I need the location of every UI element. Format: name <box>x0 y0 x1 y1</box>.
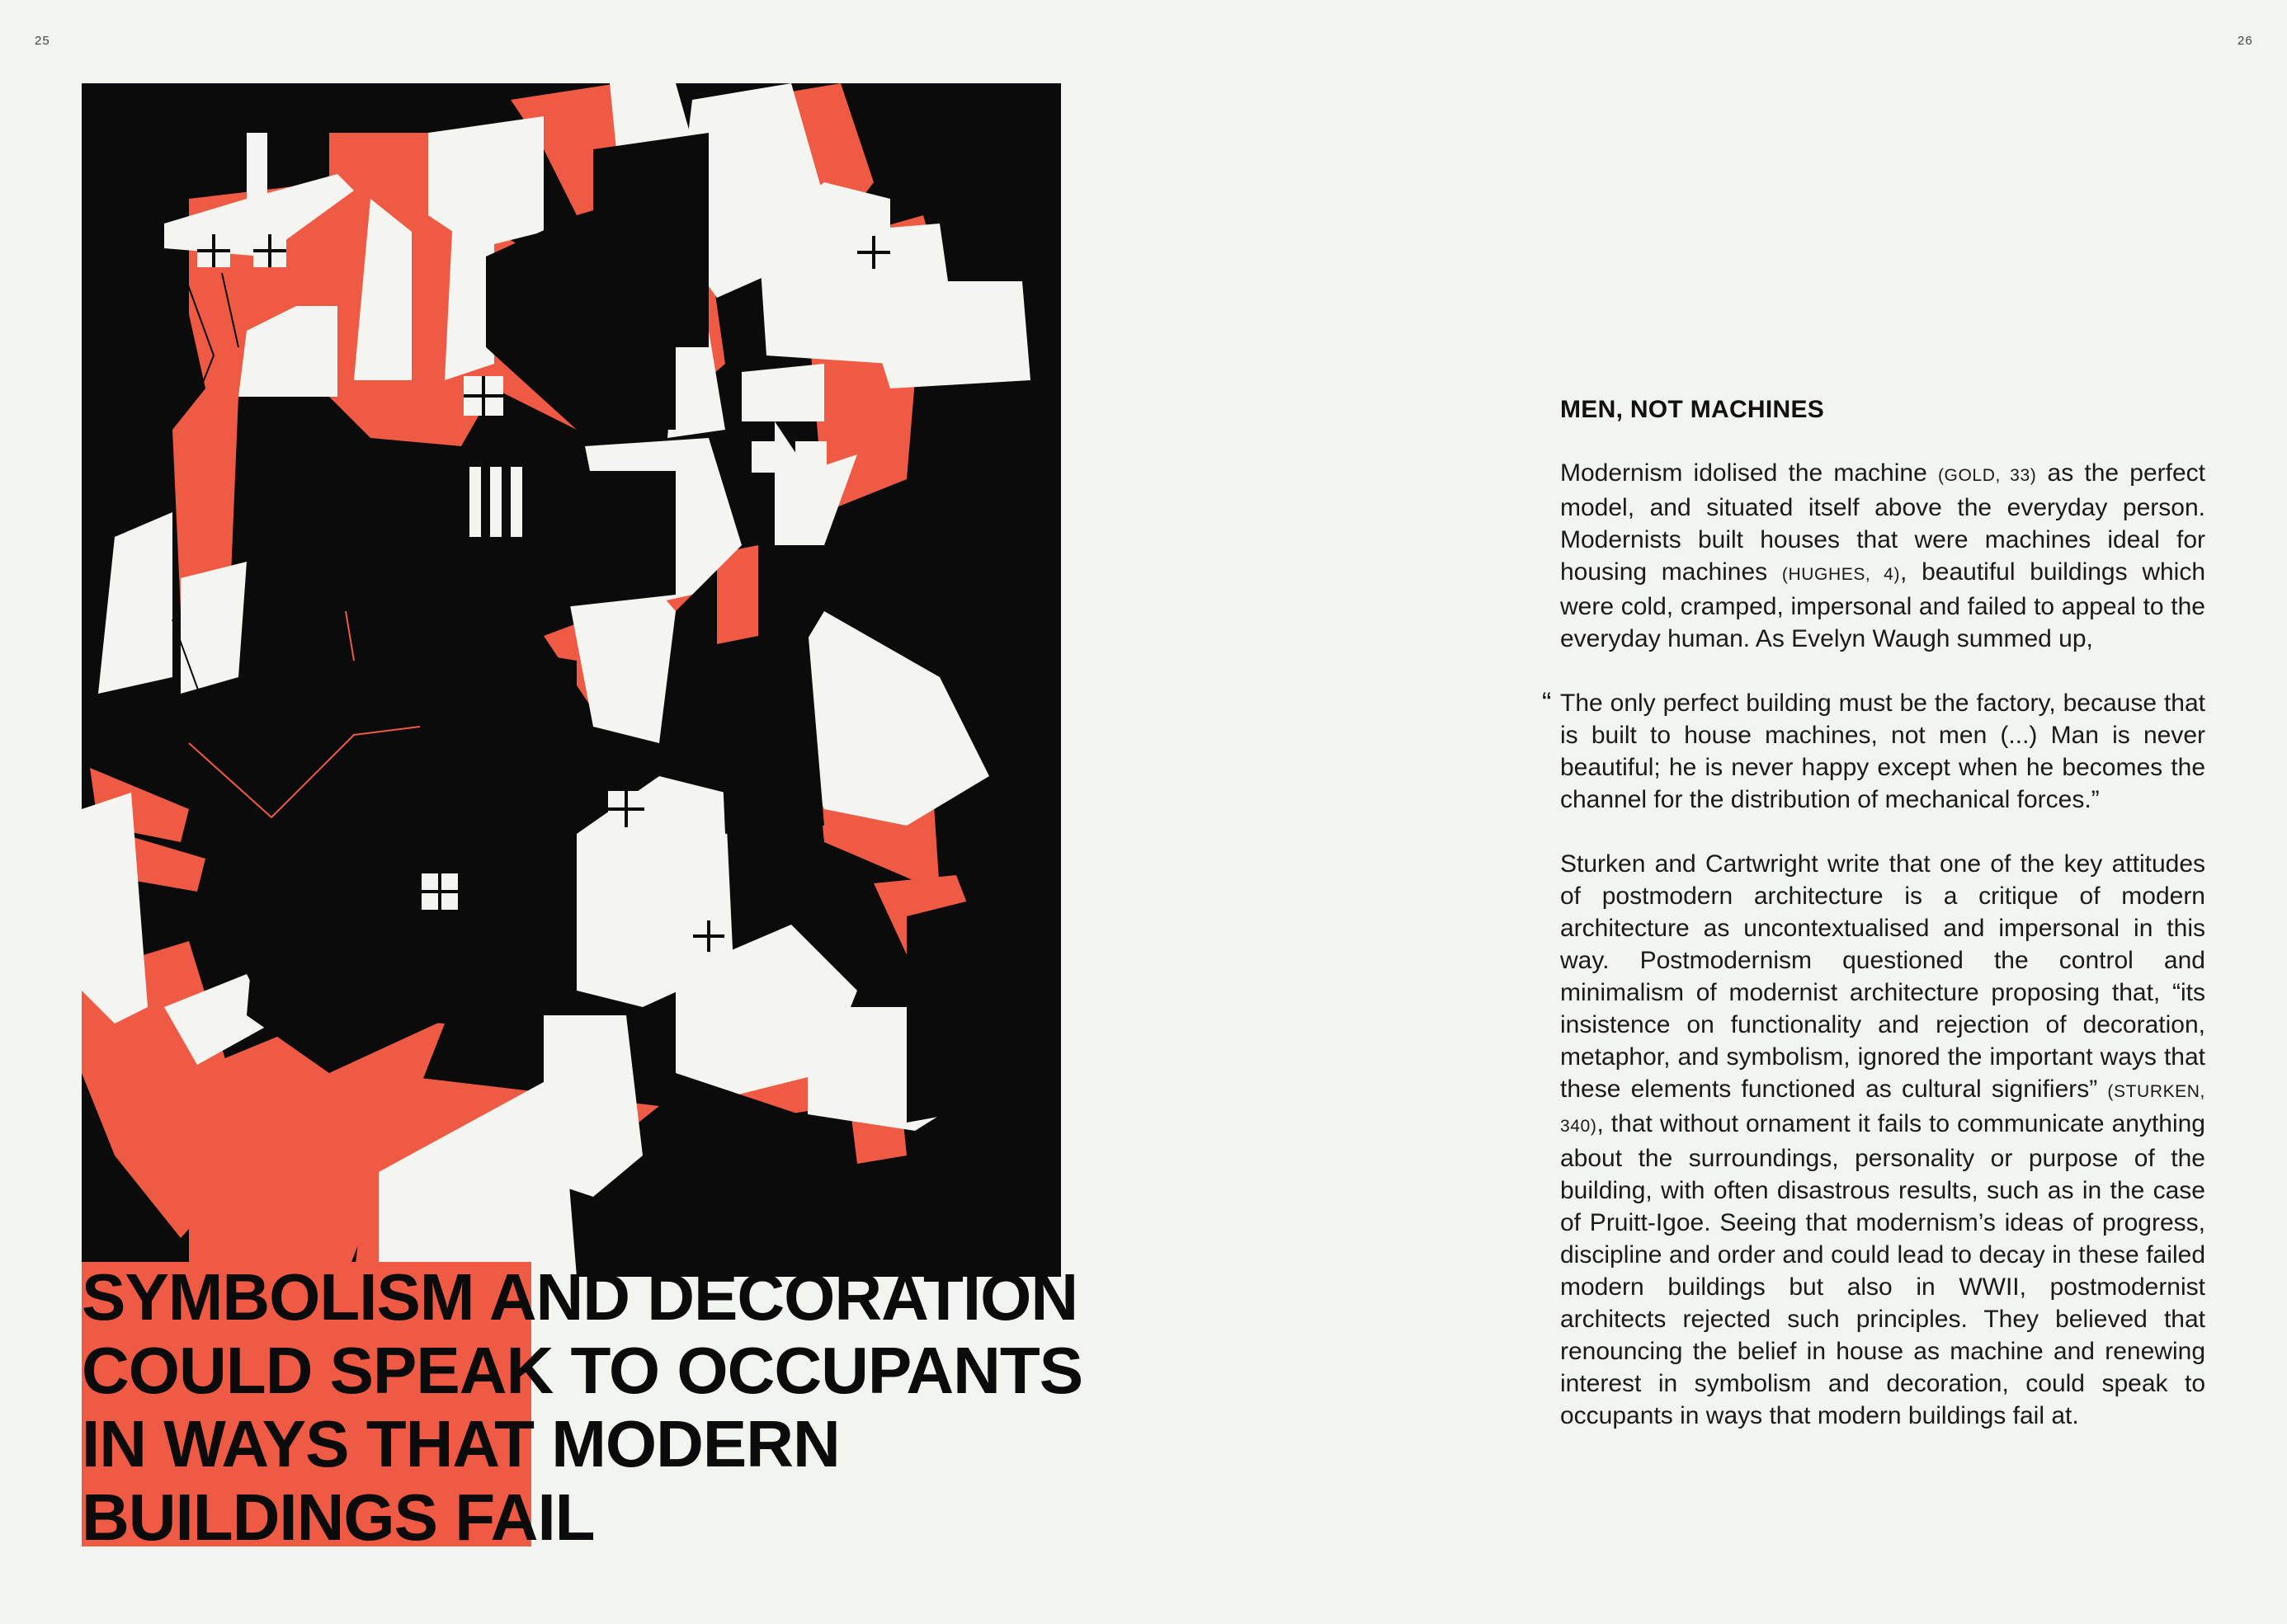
p3-text-b: , that without ornament it fails to communicate anything about the surroundings, personality or purpose of the building, with often disastrous results, such as in the case of Pruitt-Igoe. Seeing that modernism’s ideas of progress, discipline and order and could lead to decay in these failed modern buildings but also in WWII, postmodernist architects rejected such principles. They believed that renouncing the belief in house as machine and renewing interest in symbolism and decoration, could speak to occupants in ways that modern buildings fail at. <box>1560 1110 2205 1429</box>
p1-text-c: , beautiful buildings which were cold, cramped, impersonal and failed to appeal to the everyday human. As Evelyn Waugh summed up, <box>1560 558 2206 652</box>
p1-text-b: as the perfect model, and situated itself above the everyday person. Modernists built houses that were machines ideal for housing machines <box>1560 459 2206 586</box>
houses-illustration <box>82 83 1061 1277</box>
page-number-right: 26 <box>2237 34 2253 48</box>
headline-line-1: SYMBOLISM AND DECORATION <box>82 1260 1078 1334</box>
quote-text: The only perfect building must be the factory, because that is built to house machines, not men (...) Man is never beautiful; he is never happy except when he becomes the channel for the distribution of mechanical forces.” <box>1560 690 2205 813</box>
citation-hughes: (HUGHES, 4) <box>1781 565 1901 584</box>
p1-text-a: Modernism idolised the machine <box>1560 459 1938 487</box>
page-number-left: 25 <box>35 34 50 48</box>
block-quote <box>1542 687 2205 816</box>
columns <box>469 467 522 537</box>
article-title: MEN, NOT MACHINES <box>1560 396 1825 423</box>
article-paragraph-1 <box>1560 457 2205 655</box>
citation-gold: (GOLD, 33) <box>1937 466 2037 485</box>
quote-mark: “ <box>1542 687 1552 718</box>
p3-text-a: Sturken and Cartwright write that one of the key attitudes of postmodern architecture is a critique of modern architecture as uncontextualised and impersonal in this way. Postmodernism questioned the control and minimalism of modernist architecture proposing that, “its insistence on functionality and rejection of decoration, metaphor, and symbolism, ignored the important ways that these elements functioned as cultural signifiers” <box>1560 850 2205 1103</box>
citation-sturken: (STURKEN, 340) <box>1560 1082 2205 1136</box>
headline-line-4: BUILDINGS FAIL <box>82 1480 595 1554</box>
headline-line-3: IN WAYS THAT MODERN <box>82 1407 840 1480</box>
headline-line-2: COULD SPEAK TO OCCUPANTS <box>82 1334 1083 1407</box>
headline <box>82 1260 1083 1554</box>
article-paragraph-3 <box>1560 848 2205 1432</box>
article <box>1542 396 2206 1464</box>
